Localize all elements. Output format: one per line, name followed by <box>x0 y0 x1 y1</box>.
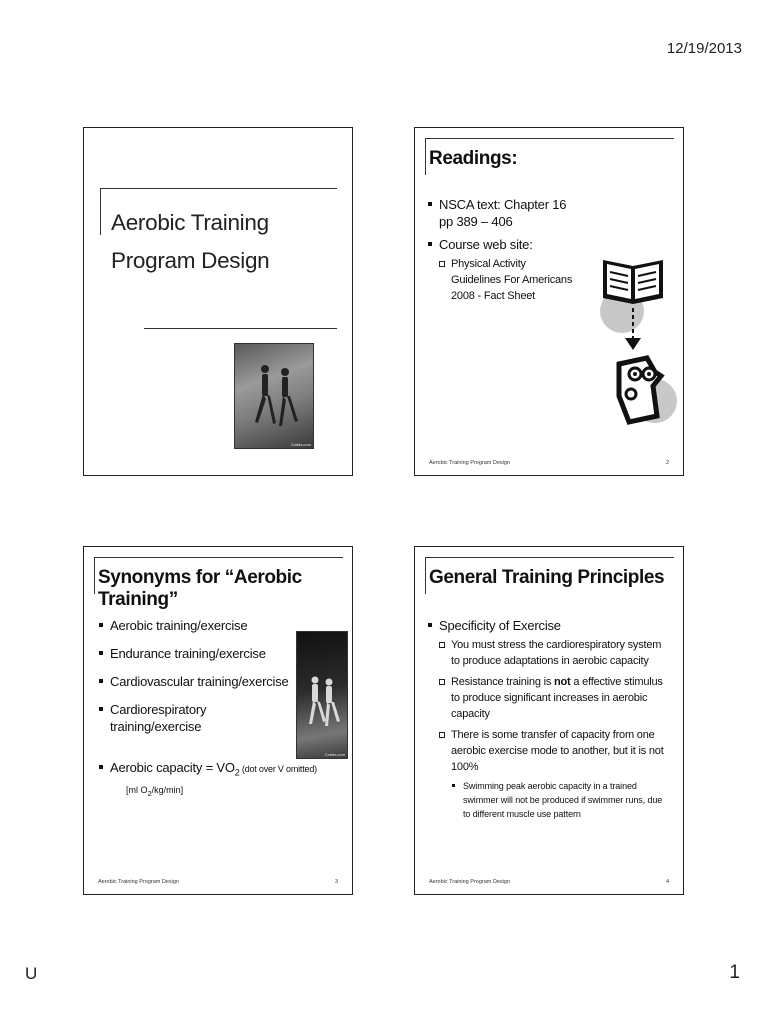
bullet-list <box>427 617 667 826</box>
slide-footer: Aerobic Training Program Design 4 <box>429 879 669 885</box>
list-item: Aerobic training/exercise <box>98 617 298 634</box>
sub-list-item: There is some transfer of capacity from one aerobic exercise mode to another, but it is not 100% Swimming peak aerobic capacity in a trained swimmer will not be produced if swimmer runs, due to different muscle use pattern <box>439 727 669 821</box>
list-item: Endurance training/exercise <box>98 645 298 662</box>
open-book-icon <box>603 260 663 304</box>
list-item: Specificity of Exercise You must stress the cardiorespiratory system to produce adaptations in aerobic capacity Resistance training is not a effective stimulus to produce significant increases in aerobic capacity There is some transfer of capacity from one aerobic exercise mode to another, but it is not 100% Swimming peak aerobic capacity in a trained swimmer will not be produced if swimmer runs, due to different muscle use pattern <box>427 617 667 821</box>
slide-1-thumbnail[interactable] <box>83 127 353 476</box>
list-item: Course web site: Physical Activity Guidelines For Americans 2008 - Fact Sheet <box>427 236 577 304</box>
slide-footer: Aerobic Training Program Design 2 <box>429 460 669 466</box>
sub-sub-list-item: Swimming peak aerobic capacity in a trained swimmer will not be produced if swimmer runs, due to different muscle use pattern <box>451 779 669 821</box>
bullet-list <box>98 617 298 746</box>
photo-credit: Corbis.com <box>290 442 311 447</box>
page-number: 1 <box>729 962 740 983</box>
print-date: 12/19/2013 <box>666 40 742 57</box>
bullet-list <box>427 196 577 310</box>
sub-list-item: Physical Activity Guidelines For Americans 2008 - Fact Sheet <box>439 256 577 304</box>
runners-photo <box>234 343 314 449</box>
units-label: [ml $O_2/kg/\min$] <box>126 784 184 798</box>
page-footer-left: U <box>25 964 38 983</box>
slide-title: General Training Principles <box>429 567 665 588</box>
aerobic-capacity-bullet: Aerobic capacity = $VO_2$ (dot over V omitted) [ml $O_2/kg/\min$] <box>98 759 338 797</box>
slide-3-thumbnail[interactable] <box>83 546 353 895</box>
reading-clipart <box>597 246 677 446</box>
slide-title: Readings: <box>429 148 518 169</box>
reader-face-icon <box>619 358 661 422</box>
photo-credit: Corbis.com <box>324 752 345 757</box>
slide-4-thumbnail[interactable] <box>414 546 684 895</box>
runners-night-photo <box>296 631 348 759</box>
slide-footer: Aerobic Training Program Design 3 <box>98 879 338 885</box>
title-underline <box>144 328 337 329</box>
list-item: Cardiovascular training/exercise <box>98 673 298 690</box>
list-item: Cardiorespiratory training/exercise <box>98 701 298 735</box>
list-item: NSCA text: Chapter 16 pp 389 – 406 <box>427 196 577 230</box>
slide-title: Synonyms for “Aerobic Training” <box>98 567 302 610</box>
sub-list-item: You must stress the cardiorespiratory system to produce adaptations in aerobic capacity <box>439 637 669 669</box>
slide-title: Aerobic Training Program Design <box>111 210 270 273</box>
sub-list-item: Resistance training is not a effective stimulus to produce significant increases in aerobic capacity <box>439 674 669 722</box>
slide-2-thumbnail[interactable] <box>414 127 684 476</box>
